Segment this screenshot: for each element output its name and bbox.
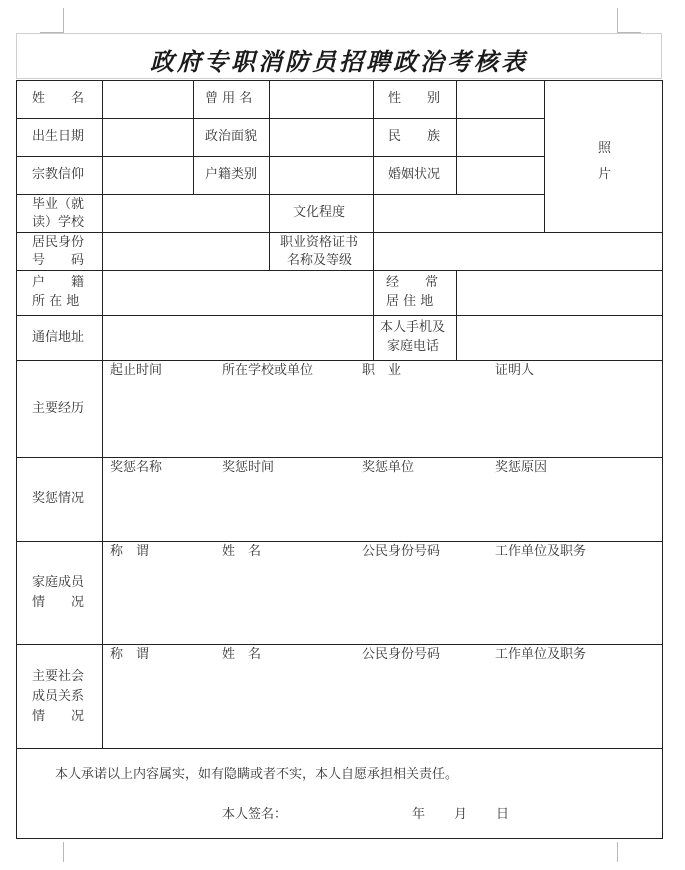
corner-mark-right-v: [617, 8, 618, 32]
religion-label: 宗教信仰: [32, 167, 85, 182]
rewards-area[interactable]: [104, 479, 661, 540]
rewards-header-unit: 奖惩单位: [362, 460, 415, 475]
school-field[interactable]: [104, 196, 268, 231]
phone-label-2: 家庭电话: [387, 339, 440, 354]
photo-label-2: 片: [598, 167, 612, 182]
certificate-field[interactable]: [375, 234, 661, 269]
residence-field[interactable]: [458, 272, 661, 314]
family-header-id: 公民身份号码: [362, 544, 441, 559]
certificate-label-1: 职业资格证书: [280, 235, 359, 250]
hukou-label-2: 所 在 地: [32, 294, 80, 309]
birth-date-field[interactable]: [104, 120, 192, 155]
family-header-relation: 称 谓: [110, 544, 150, 559]
date-year: 年: [412, 807, 426, 822]
birth-date-label: 出生日期: [32, 129, 85, 144]
experience-area[interactable]: [104, 382, 661, 456]
residence-label-1: 经 常: [386, 275, 439, 290]
ethnicity-label: 民 族: [388, 129, 441, 144]
family-label-1: 家庭成员: [32, 575, 85, 590]
address-field[interactable]: [104, 317, 372, 359]
pledge-text: 本人承诺以上内容属实，如有隐瞒或者不实，本人自愿承担相关责任。: [55, 767, 459, 782]
experience-header-job: 职 业: [362, 363, 402, 378]
social-label-3: 情 况: [32, 709, 85, 724]
family-label-2: 情 况: [32, 595, 85, 610]
date-month: 月: [454, 807, 468, 822]
social-label-1: 主要社会: [32, 669, 85, 684]
phone-field[interactable]: [458, 317, 661, 359]
political-status-label: 政治面貌: [205, 129, 258, 144]
corner-mark-left-v: [63, 8, 64, 32]
marital-status-field[interactable]: [458, 158, 543, 193]
household-type-field[interactable]: [271, 158, 372, 193]
family-area[interactable]: [104, 563, 661, 643]
name-field[interactable]: [104, 82, 192, 117]
religion-field[interactable]: [104, 158, 192, 193]
id-number-field[interactable]: [104, 234, 268, 269]
former-name-label: 曾 用 名: [205, 91, 253, 106]
gender-label: 性 别: [388, 91, 441, 106]
social-header-work: 工作单位及职务: [495, 647, 587, 662]
former-name-field[interactable]: [271, 82, 372, 117]
school-label-2: 读）学校: [32, 215, 85, 230]
family-header-work: 工作单位及职务: [495, 544, 587, 559]
id-label-2: 号 码: [32, 253, 85, 268]
rewards-header-time: 奖惩时间: [222, 460, 275, 475]
corner-mark-bottom-right: [617, 842, 618, 862]
social-header-name: 姓 名: [222, 647, 262, 662]
rewards-label: 奖惩情况: [32, 491, 85, 506]
experience-header-unit: 所在学校或单位: [222, 363, 314, 378]
ethnicity-field[interactable]: [458, 120, 543, 155]
family-header-name: 姓 名: [222, 544, 262, 559]
title-box: [16, 33, 662, 79]
signature-field[interactable]: [290, 802, 400, 826]
form-title: 政府专职消防员招聘政治考核表: [150, 47, 528, 76]
hukou-field[interactable]: [104, 272, 372, 314]
education-label: 文化程度: [293, 205, 346, 220]
photo-label-1: 照: [598, 141, 612, 156]
social-header-id: 公民身份号码: [362, 647, 441, 662]
corner-mark-bottom-left: [63, 842, 64, 862]
experience-header-time: 起止时间: [110, 363, 163, 378]
certificate-label-2: 名称及等级: [287, 253, 353, 268]
school-label-1: 毕业（就: [32, 197, 85, 212]
household-type-label: 户籍类别: [205, 167, 258, 182]
social-area[interactable]: [104, 666, 661, 747]
experience-label: 主要经历: [32, 401, 85, 416]
date-day: 日: [496, 807, 510, 822]
marital-status-label: 婚姻状况: [388, 167, 441, 182]
residence-label-2: 居 住 地: [386, 294, 434, 309]
id-label-1: 居民身份: [32, 235, 85, 250]
phone-label-1: 本人手机及: [380, 320, 446, 335]
social-label-2: 成员关系: [32, 689, 85, 704]
education-field[interactable]: [375, 196, 543, 231]
name-label: 姓 名: [32, 91, 85, 106]
social-header-relation: 称 谓: [110, 647, 150, 662]
signature-label: 本人签名：: [222, 807, 288, 822]
political-status-field[interactable]: [271, 120, 372, 155]
rewards-header-reason: 奖惩原因: [495, 460, 548, 475]
hukou-label-1: 户 籍: [32, 275, 85, 290]
rewards-header-name: 奖惩名称: [110, 460, 163, 475]
experience-header-witness: 证明人: [495, 363, 535, 378]
gender-field[interactable]: [458, 82, 543, 117]
address-label: 通信地址: [32, 330, 85, 345]
